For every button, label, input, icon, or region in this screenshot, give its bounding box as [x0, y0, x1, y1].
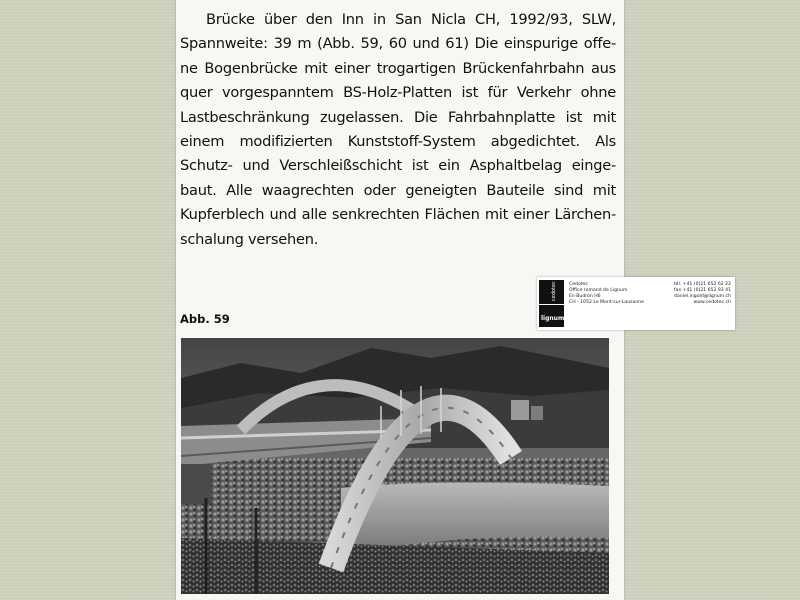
bridge-photo [181, 338, 609, 594]
paragraph-line: einem modifizierten Kunststoff-System abgedichtet. Als [180, 133, 616, 151]
paragraph-line: ne Bogenbrücke mit einer trogartigen Brückenfahrbahn aus [180, 59, 616, 77]
card-contact [674, 282, 731, 306]
address-line: CH - 1052 Le Mont-sur-Lausanne [569, 300, 645, 306]
paragraph-line: baut. Alle waagrechten oder geneigten Bauteile sind mit [180, 181, 616, 199]
paragraph-line: Lastbeschränkung zugelassen. Die Fahrbahnplatte ist mit [180, 108, 616, 126]
paragraph-line: Schutz- und Verschleißschicht ist ein Asphaltbelag einge- [180, 157, 616, 175]
contact-fax: fax +41 (0)21 652 93 41 [674, 288, 731, 294]
address-line: En Budron H6 [569, 294, 601, 300]
logo-top-text: cedotec [551, 281, 557, 301]
figure-caption: Abb. 59 [180, 312, 230, 326]
bridge-photo-image [181, 338, 609, 594]
cedotec-lignum-logo [539, 280, 564, 327]
paragraph-line: Kupferblech und alle senkrechten Flächen mit einer Lärchen- [180, 206, 616, 224]
paragraph-line: Spannweite: 39 m (Abb. 59, 60 und 61) Die einspurige offe- [180, 35, 616, 53]
contact-website: www.cedotec.ch [693, 300, 731, 306]
body-paragraph [180, 8, 616, 252]
address-line: Office romand de Lignum [569, 288, 628, 294]
address-line: Cedotec [569, 282, 588, 287]
paragraph-line: schalung versehen. [180, 230, 319, 248]
paragraph-line: quer vorgespanntem BS-Holz-Platten ist für Verkehr ohne [180, 84, 616, 102]
business-card [537, 277, 735, 330]
logo-bottom-text: lignum [541, 315, 564, 322]
card-address [569, 282, 644, 306]
paragraph-line: Brücke über den Inn in San Nicla CH, 1992/93, SLW, [206, 11, 616, 28]
contact-email: daniel.ingold@lignum.ch [674, 294, 731, 300]
contact-phone: tél. +41 (0)21 652 62 22 [673, 282, 731, 287]
